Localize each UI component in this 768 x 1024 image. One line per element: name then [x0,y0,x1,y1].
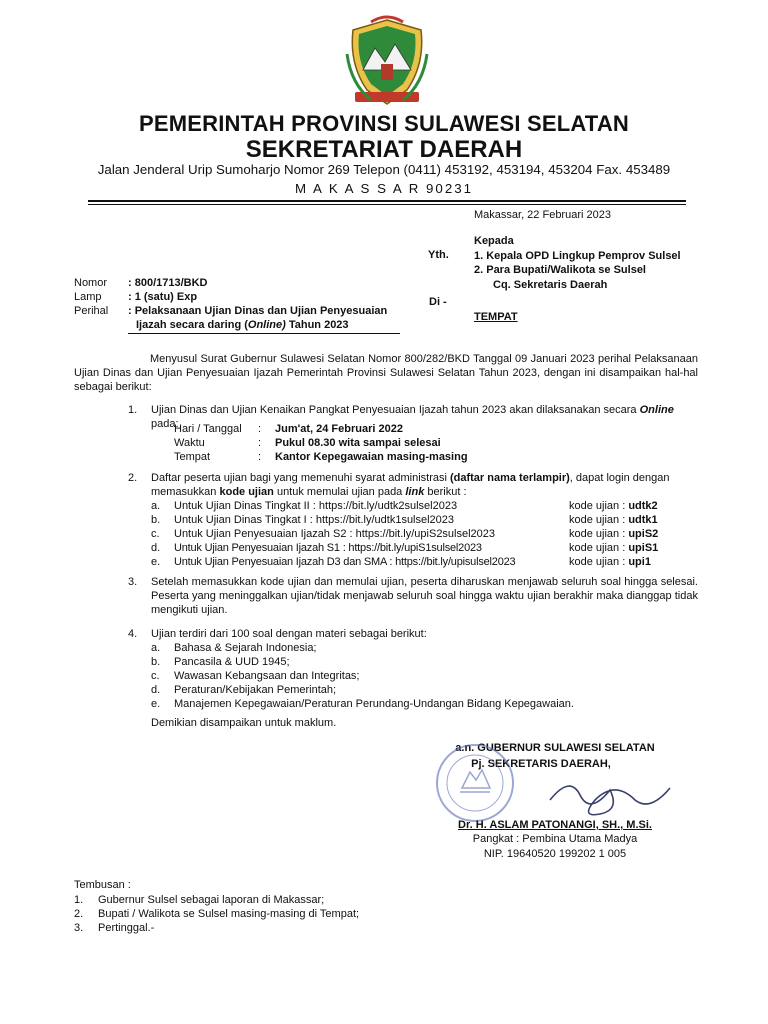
schedule-time-label: Waktu [174,437,205,449]
signatory-name: Dr. H. ASLAM PATONANGI, SH., M.Si. [458,819,652,831]
signature-title-1: a.n. GUBERNUR SULAWESI SELATAN [455,742,655,754]
link-item-code: kode ujian : upi1 [569,556,651,568]
signature-title-2: Pj. SEKRETARIS DAERAH, [471,758,611,770]
point2-line2: memasukkan kode ujian untuk memulai ujian pada link berikut : [151,486,467,498]
material-item-letter: a. [151,642,161,654]
letter-date: Makassar, 22 Februari 2023 [474,209,611,221]
nomor-label: Nomor [74,277,108,289]
point3-number: 3. [128,576,138,588]
point1-number: 1. [128,404,138,416]
link-item-letter: a. [151,500,161,512]
closing-sentence: Demikian disampaikan untuk maklum. [151,717,337,729]
link-item-text[interactable]: Untuk Ujian Penyesuaian Ijazah S1 : https://bit.ly/upiS1sulsel2023 [174,542,482,554]
link-item-letter: c. [151,528,160,540]
material-item-text: Wawasan Kebangsaan dan Integritas; [174,670,360,682]
signatory-rank: Pangkat : Pembina Utama Madya [472,833,638,845]
addressee-recipient-2: 2. Para Bupati/Walikota se Sulsel [474,264,646,276]
provincial-emblem-icon [341,14,433,110]
link-item-letter: d. [151,542,161,554]
link-item-text[interactable]: Untuk Ujian Penyesuaian Ijazah S2 : https://bit.ly/upiS2sulsel2023 [174,528,496,540]
tembusan-item-text: Pertinggal.- [98,922,155,934]
intro-paragraph: Menyusul Surat Gubernur Sulawesi Selatan Nomor 800/282/BKD Tanggal 09 Januari 2023 perihal Pelaksanaan Ujian Dinas dan Ujian Penyesuaian Ijazah Pemerintah Provinsi Sulawesi Selatan Tahun 2023, dengan ini disampaikan hal-hal sebagai berikut: [74,353,698,393]
letterhead-address: Jalan Jenderal Urip Sumoharjo Nomor 269 Telepon (0411) 453192, 453194, 453204 Fax. 453489 [97,162,671,177]
schedule-place-value: Kantor Kepegawaian masing-masing [275,451,468,463]
lamp-value: : 1 (satu) Exp [128,291,198,303]
material-item-letter: d. [151,684,161,696]
material-item-text: Pancasila & UUD 1945; [174,656,290,668]
schedule-day-colon: : [258,423,262,435]
schedule-place-colon: : [258,451,262,463]
letterhead-line1: PEMERINTAH PROVINSI SULAWESI SELATAN [138,111,629,136]
point1-text: Ujian Dinas dan Ujian Kenaikan Pangkat Penyesuaian Ijazah tahun 2023 akan dilaksanakan secara Online pada: [151,404,674,430]
material-item-letter: e. [151,698,161,710]
material-item-letter: b. [151,656,161,668]
handwritten-signature-icon [540,770,680,820]
letterhead-divider-thin [88,204,686,205]
point3-text: Setelah memasukkan kode ujian dan memulai ujian, peserta diharuskan menjawab seluruh soal hingga selesai. Peserta yang meninggalkan ujian/tidak menjawab seluruh soal hingga waktu ujian berakhir maka dianggap tidak mengikuti ujian. [151,576,698,616]
link-item-letter: e. [151,556,161,568]
link-item-code: kode ujian : upiS2 [569,528,659,540]
tembusan-item-number: 1. [74,894,84,906]
material-item-letter: c. [151,670,160,682]
point2-line1: Daftar peserta ujian bagi yang memenuhi syarat administrasi (daftar nama terlampir), dapat login dengan [151,472,670,484]
perihal-value-line2: Ijazah secara daring (Online) Tahun 2023 [136,319,349,331]
link-item-text[interactable]: Untuk Ujian Penyesuaian Ijazah D3 dan SMA : https://bit.ly/upisulsel2023 [174,556,516,568]
link-item-text[interactable]: Untuk Ujian Dinas Tingkat I : https://bit.ly/udtk1sulsel2023 [174,514,455,526]
link-item-letter: b. [151,514,161,526]
point4-text: Ujian terdiri dari 100 soal dengan materi sebagai berikut: [151,628,427,640]
schedule-day-value: Jum'at, 24 Februari 2022 [275,423,403,435]
addressee-yth: Yth. [428,249,449,261]
material-item-text: Manajemen Kepegawaian/Peraturan Perundang-Undangan Bidang Kepegawaian. [174,698,574,710]
schedule-day-label: Hari / Tanggal [174,423,242,435]
addressee-recipient-3: Cq. Sekretaris Daerah [493,279,608,291]
link-item-code: kode ujian : udtk1 [569,514,658,526]
tembusan-item-text: Bupati / Walikota se Sulsel masing-masing di Tempat; [98,908,360,920]
point2-number: 2. [128,472,138,484]
tembusan-item-number: 2. [74,908,84,920]
schedule-time-value: Pukul 08.30 wita sampai selesai [275,437,441,449]
addressee-kepada: Kepada [474,235,514,247]
point4-number: 4. [128,628,138,640]
letterhead-line2: SEKRETARIAT DAERAH [245,136,523,163]
link-item-text[interactable]: Untuk Ujian Dinas Tingkat II : https://bit.ly/udtk2sulsel2023 [174,500,458,512]
letterhead-divider-thick [88,200,686,202]
schedule-time-colon: : [258,437,262,449]
official-stamp-icon [424,742,526,824]
addressee-di: Di - [429,296,447,308]
perihal-underline [128,333,400,334]
tembusan-item-text: Gubernur Sulsel sebagai laporan di Makassar; [98,894,325,906]
perihal-label: Perihal [74,305,109,317]
link-item-code: kode ujian : upiS1 [569,542,659,554]
material-item-text: Peraturan/Kebijakan Pemerintah; [174,684,337,696]
tembusan-item-number: 3. [74,922,84,934]
addressee-recipient-1: 1. Kepala OPD Lingkup Pemprov Sulsel [474,250,681,262]
addressee-tempat: TEMPAT [474,311,518,323]
link-item-code: kode ujian : udtk2 [569,500,658,512]
letterhead-city: M A K A S S A R 90231 [294,181,474,196]
perihal-value-line1: : Pelaksanaan Ujian Dinas dan Ujian Penyesuaian [128,305,388,317]
schedule-place-label: Tempat [174,451,211,463]
tembusan-title: Tembusan : [74,879,131,891]
signatory-nip: NIP. 19640520 199202 1 005 [483,848,627,860]
nomor-value: : 800/1713/BKD [128,277,208,289]
material-item-text: Bahasa & Sejarah Indonesia; [174,642,317,654]
lamp-label: Lamp [74,291,102,303]
